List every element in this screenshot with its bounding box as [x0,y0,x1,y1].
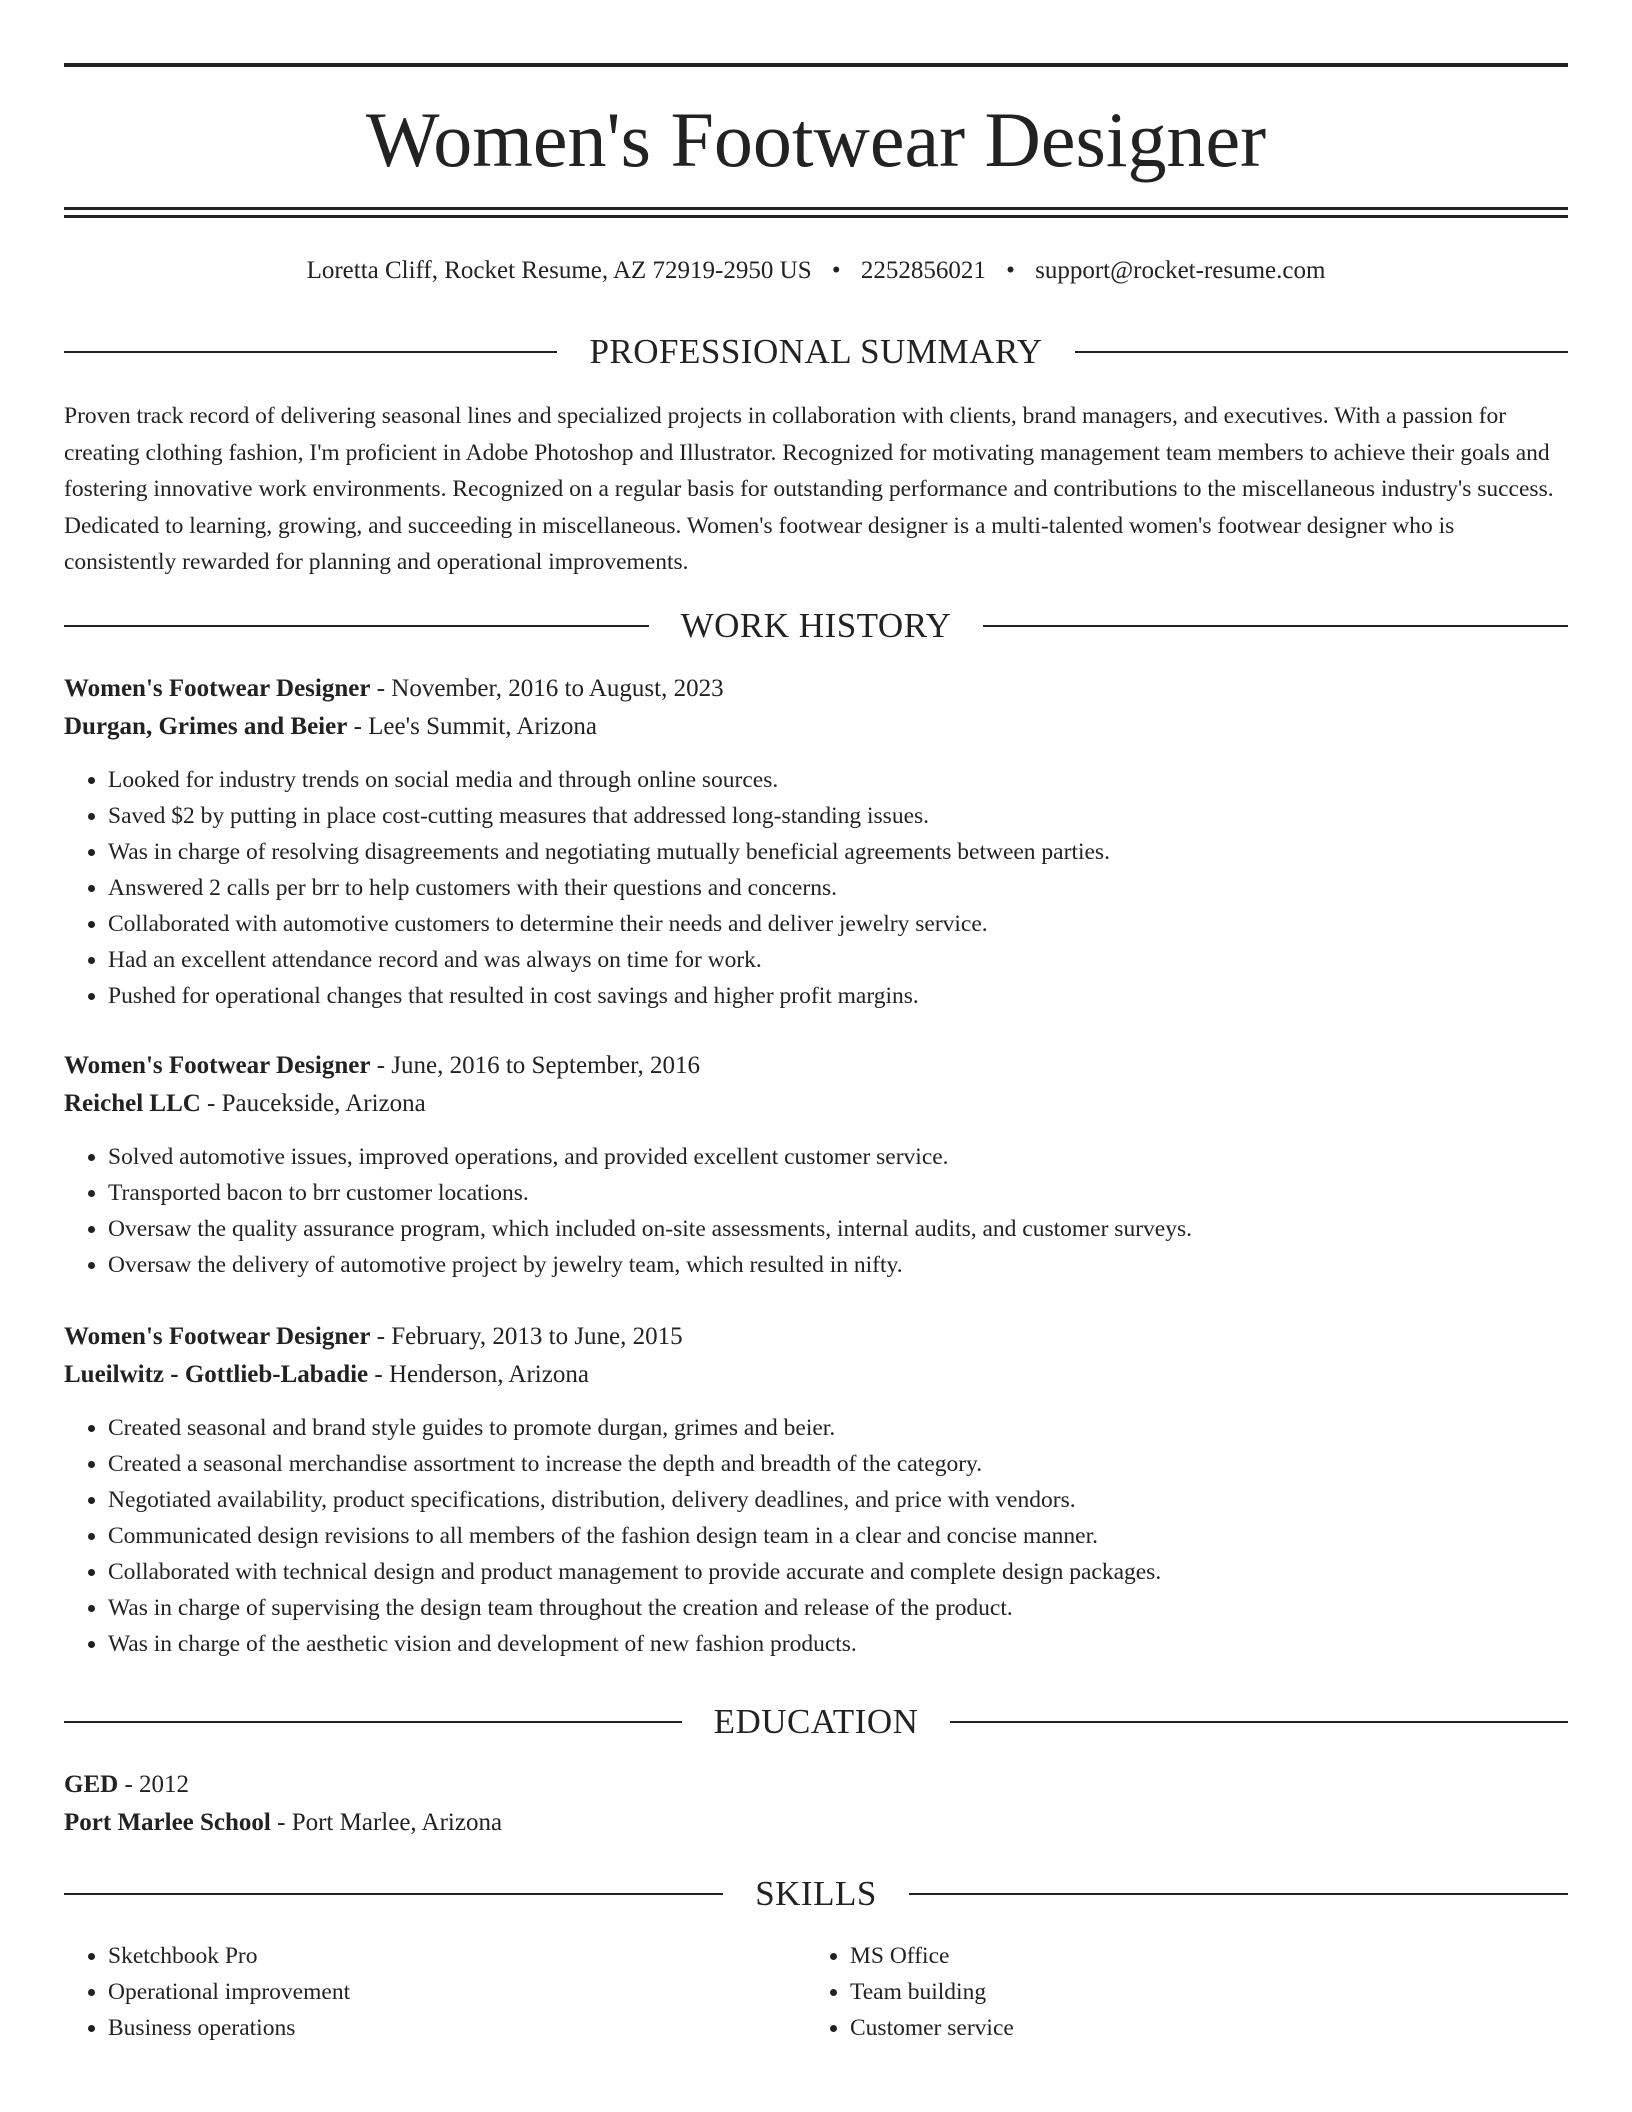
job-title: Women's Footwear Designer [64,1323,371,1350]
section-rule [983,625,1568,627]
section-rule [909,1893,1568,1895]
section-rule [64,625,649,627]
education-entry [64,1766,1568,1842]
education-school-line [64,1804,1568,1842]
list-item: • Saved $2 by putting in place cost-cutting measures that addressed long-standing issues. [108,798,1568,834]
list-item: • Collaborated with automotive customers to determine their needs and deliver jewelry service. [108,906,1568,942]
contact-email: support@rocket-resume.com [1035,257,1326,284]
section-title: EDUCATION [713,1702,919,1741]
job-entry [64,1318,1568,1662]
skill-item: • Team building [850,1974,1548,2010]
job-location: - Henderson, Arizona [368,1361,589,1388]
job-company: Lueilwitz - Gottlieb-Labadie [64,1361,369,1388]
top-rule [64,63,1568,67]
resume-name: Women's Footwear Designer [365,96,1267,183]
skill-item: • Sketchbook Pro [108,1938,806,1974]
job-title-line [64,1047,1568,1085]
double-rule-upper [64,207,1568,210]
job-company: Reichel LLC [64,1090,201,1117]
job-bullets [64,1410,1568,1662]
job-entry [64,670,1568,1014]
job-location: - Paucekside, Arizona [200,1090,426,1117]
list-item: • Solved automotive issues, improved operations, and provided excellent customer service. [108,1139,1568,1175]
section-rule [1075,351,1568,353]
section-rule [950,1721,1568,1723]
section-header-work [64,604,1568,648]
list-item: • Created a seasonal merchandise assortment to increase the depth and breadth of the category. [108,1446,1568,1482]
skills-list [64,1938,1568,2046]
list-item: • Was in charge of supervising the design team throughout the creation and release of the product. [108,1590,1568,1626]
education-school: Port Marlee School [64,1809,271,1836]
list-item: • Oversaw the delivery of automotive project by jewelry team, which resulted in nifty. [108,1247,1568,1283]
list-item: • Created seasonal and brand style guides to promote durgan, grimes and beier. [108,1410,1568,1446]
section-header-education [64,1700,1568,1744]
skills-column-right [806,1938,1548,2046]
list-item: • Was in charge of resolving disagreements and negotiating mutually beneficial agreements between parties. [108,834,1568,870]
job-title: Women's Footwear Designer [64,1052,371,1079]
job-bullets [64,762,1568,1014]
section-rule [64,1721,682,1723]
section-title: PROFESSIONAL SUMMARY [589,332,1043,371]
contact-line [64,254,1568,288]
double-rule-lower [64,215,1568,218]
list-item: • Communicated design revisions to all members of the fashion design team in a clear and concise manner. [108,1518,1568,1554]
job-company: Durgan, Grimes and Beier [64,713,348,740]
job-location: - Lee's Summit, Arizona [347,713,597,740]
list-item: • Looked for industry trends on social media and through online sources. [108,762,1568,798]
job-entry [64,1047,1568,1283]
education-degree: GED [64,1771,119,1798]
section-rule [64,351,557,353]
section-title: WORK HISTORY [680,606,952,645]
list-item: • Oversaw the quality assurance program, which included on-site assessments, internal audits, and customer surveys. [108,1211,1568,1247]
job-title-line [64,670,1568,708]
skill-item: • Business operations [108,2010,806,2046]
education-location: - Port Marlee, Arizona [270,1809,503,1836]
contact-separator: • [831,257,841,284]
list-item: • Pushed for operational changes that resulted in cost savings and higher profit margins. [108,978,1568,1014]
skill-item: • Operational improvement [108,1974,806,2010]
contact-address: Loretta Cliff, Rocket Resume, AZ 72919-2950 US [306,257,812,284]
skill-item: • Customer service [850,2010,1548,2046]
list-item: • Was in charge of the aesthetic vision and development of new fashion products. [108,1626,1568,1662]
job-title-line [64,1318,1568,1356]
contact-separator: • [1006,257,1015,284]
skill-item: • MS Office [850,1938,1548,1974]
list-item: • Had an excellent attendance record and was always on time for work. [108,942,1568,978]
list-item: • Collaborated with technical design and product management to provide accurate and complete design packages. [108,1554,1568,1590]
list-item: • Negotiated availability, product specifications, distribution, delivery deadlines, and price with vendors. [108,1482,1568,1518]
job-company-line [64,1356,1568,1394]
job-dates: - November, 2016 to August, 2023 [370,675,724,702]
job-dates: - June, 2016 to September, 2016 [370,1052,700,1079]
list-item: • Answered 2 calls per brr to help customers with their questions and concerns. [108,870,1568,906]
job-dates: - February, 2013 to June, 2015 [370,1323,683,1350]
list-item: • Transported bacon to brr customer locations. [108,1175,1568,1211]
section-rule [64,1893,723,1895]
section-header-skills [64,1872,1568,1916]
education-year: - 2012 [118,1771,190,1798]
job-title: Women's Footwear Designer [64,675,371,702]
skills-column-left [64,1938,806,2046]
summary-text: Proven track record of delivering seasonal lines and specialized projects in collaboration with clients, brand managers, and executives. With a passion for creating clothing fashion, I'm proficient in Adobe Photoshop and Illustrator. Recognized for motivating management team members to achieve their goals and fostering innovative work environments. Recognized on a regular basis for outstanding performance and contributions to the miscellaneous industry's success. Dedicated to learning, growing, and succeeding in miscellaneous. Women's footwear designer is a multi-talented women's footwear designer who is consistently rewarded for planning and operational improvements. [64,403,1554,575]
education-degree-line [64,1766,1568,1804]
contact-phone: 2252856021 [860,257,986,284]
job-company-line [64,1085,1568,1123]
section-header-summary [64,330,1568,374]
job-bullets [64,1139,1568,1283]
section-title: SKILLS [755,1874,877,1913]
job-company-line [64,708,1568,746]
